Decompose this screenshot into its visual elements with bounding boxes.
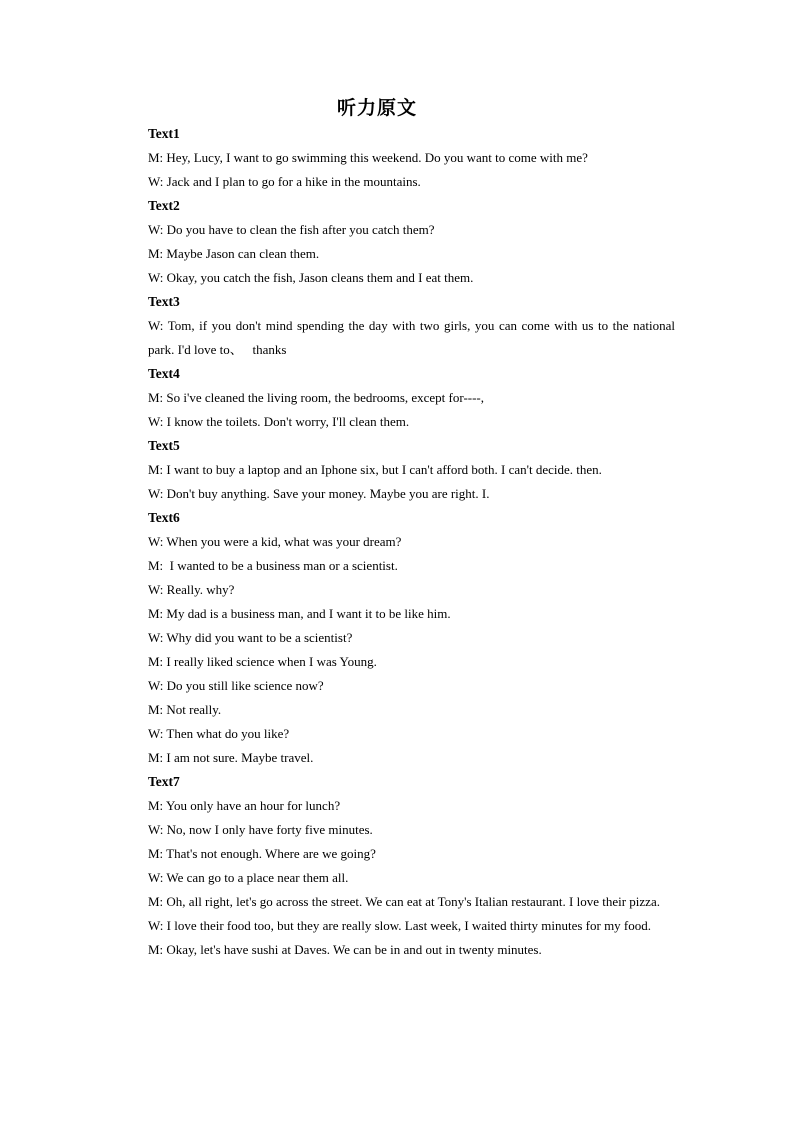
dialogue-line: M: My dad is a business man, and I want it to be like him.: [148, 606, 451, 621]
dialogue-line: M: Hey, Lucy, I want to go swimming this weekend. Do you want to come with me?: [148, 150, 588, 165]
section-heading: Text1: [148, 126, 180, 141]
section-text2: [148, 194, 675, 290]
section-text6: [148, 506, 675, 770]
section-text1: [148, 122, 675, 194]
dialogue-line: W: Don't buy anything. Save your money. Maybe you are right. I.: [148, 486, 490, 501]
dialogue-line: W: Then what do you like?: [148, 726, 290, 741]
section-text4: [148, 362, 675, 434]
page-title: 听力原文: [336, 97, 417, 119]
section-text3: [148, 290, 675, 362]
dialogue-line: W: I love their food too, but they are really slow. Last week, I waited thirty minutes for my food.: [148, 918, 652, 933]
section-heading: Text7: [148, 774, 180, 789]
section-text7: [148, 770, 675, 962]
section-heading: Text2: [148, 198, 180, 213]
dialogue-line: W: Okay, you catch the fish, Jason cleans them and I eat them.: [148, 270, 474, 285]
dialogue-line: W: Do you have to clean the fish after you catch them?: [148, 222, 435, 237]
dialogue-line: M: You only have an hour for lunch?: [148, 798, 341, 813]
dialogue-line: W: Jack and I plan to go for a hike in the mountains.: [148, 174, 421, 189]
dialogue-line: W: Really. why?: [148, 582, 235, 597]
section-heading: Text5: [148, 438, 180, 453]
transcript-body: [148, 122, 675, 962]
section-heading: Text4: [148, 366, 180, 381]
dialogue-line: M: I want to buy a laptop and an Iphone six, but I can't afford both. I can't decide. then.: [148, 462, 602, 477]
dialogue-line: M: I really liked science when I was Young.: [148, 654, 377, 669]
section-heading: Text3: [148, 294, 180, 309]
dialogue-line: M: Okay, let's have sushi at Daves. We can be in and out in twenty minutes.: [148, 942, 542, 957]
dialogue-line: M: Maybe Jason can clean them.: [148, 246, 320, 261]
dialogue-line: M: I wanted to be a business man or a scientist.: [148, 558, 398, 573]
dialogue-line: W: Do you still like science now?: [148, 678, 324, 693]
dialogue-line: W: No, now I only have forty five minutes.: [148, 822, 373, 837]
dialogue-line: W: Why did you want to be a scientist?: [148, 630, 353, 645]
dialogue-line: M: Not really.: [148, 702, 222, 717]
dialogue-line: M: So i've cleaned the living room, the bedrooms, except for----,: [148, 390, 485, 405]
dialogue-line: W: When you were a kid, what was your dream?: [148, 534, 402, 549]
section-heading: Text6: [148, 510, 180, 525]
dialogue-line: M: That's not enough. Where are we going?: [148, 846, 376, 861]
dialogue-line: W: We can go to a place near them all.: [148, 870, 349, 885]
dialogue-line: W: I know the toilets. Don't worry, I'll clean them.: [148, 414, 410, 429]
dialogue-line: W: Tom, if you don't mind spending the day with two girls, you can come with us to the national park. I'd love to、 thanks: [148, 318, 675, 357]
dialogue-line: M: Oh, all right, let's go across the street. We can eat at Tony's Italian restaurant. I love their pizza.: [148, 894, 660, 909]
dialogue-line: M: I am not sure. Maybe travel.: [148, 750, 314, 765]
section-text5: [148, 434, 675, 506]
